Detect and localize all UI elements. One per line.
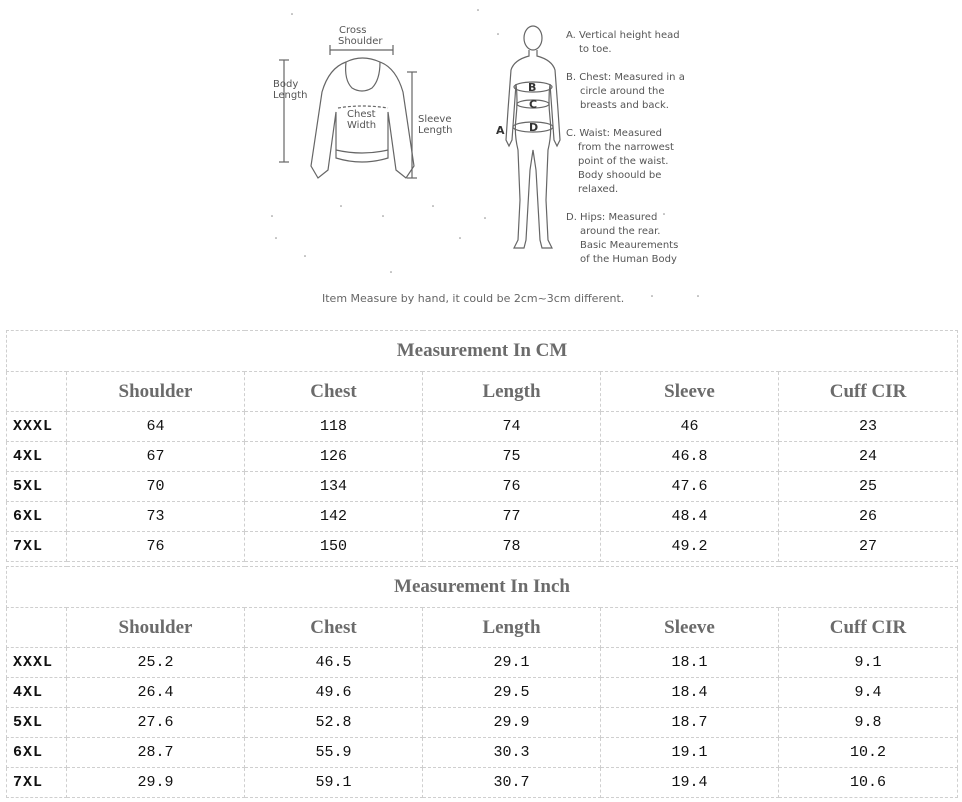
label-cross-shoulder-2: Shoulder bbox=[338, 36, 383, 47]
cm-header-size bbox=[7, 372, 67, 412]
cm-header-shoulder: Shoulder bbox=[67, 372, 245, 412]
cuff-value: 23 bbox=[779, 412, 958, 442]
length-value: 77 bbox=[423, 502, 601, 532]
inch-header-chest: Chest bbox=[245, 608, 423, 648]
shoulder-value: 26.4 bbox=[67, 678, 245, 708]
length-value: 76 bbox=[423, 472, 601, 502]
marker-d: D bbox=[529, 121, 539, 134]
length-value: 78 bbox=[423, 532, 601, 562]
note-c-5: relaxed. bbox=[578, 184, 619, 195]
shoulder-value: 29.9 bbox=[67, 768, 245, 798]
length-value: 29.9 bbox=[423, 708, 601, 738]
label-sleeve-length-2: Length bbox=[418, 125, 453, 136]
table-row bbox=[7, 768, 958, 798]
label-body-length-1: Body bbox=[273, 79, 299, 90]
shoulder-value: 27.6 bbox=[67, 708, 245, 738]
cm-table-title: Measurement In CM bbox=[7, 331, 958, 372]
marker-c: C bbox=[529, 98, 538, 111]
sleeve-value: 19.4 bbox=[601, 768, 779, 798]
body-figure-sketch bbox=[506, 26, 560, 248]
cm-header-length: Length bbox=[423, 372, 601, 412]
measurement-diagram bbox=[0, 0, 962, 318]
inch-header-size bbox=[7, 608, 67, 648]
disclaimer-text: Item Measure by hand, it could be 2cm~3cm different. bbox=[322, 292, 625, 305]
length-value: 30.3 bbox=[423, 738, 601, 768]
cuff-value: 9.4 bbox=[779, 678, 958, 708]
inch-header-row bbox=[7, 608, 958, 648]
table-row bbox=[7, 648, 958, 678]
inch-header-cuff: Cuff CIR bbox=[779, 608, 958, 648]
cuff-value: 10.2 bbox=[779, 738, 958, 768]
shoulder-value: 67 bbox=[67, 442, 245, 472]
note-c-2: from the narrowest bbox=[578, 142, 674, 153]
table-row bbox=[7, 708, 958, 738]
inch-header-length: Length bbox=[423, 608, 601, 648]
sleeve-value: 46 bbox=[601, 412, 779, 442]
cm-header-row bbox=[7, 372, 958, 412]
cuff-value: 24 bbox=[779, 442, 958, 472]
note-c-4: Body shoould be bbox=[578, 170, 662, 181]
size-label: 4XL bbox=[7, 678, 67, 708]
note-d-3: Basic Meaurements bbox=[580, 240, 679, 251]
note-b-3: breasts and back. bbox=[580, 100, 669, 111]
cuff-value: 25 bbox=[779, 472, 958, 502]
note-d-1: D. Hips: Measured bbox=[566, 212, 658, 223]
length-value: 29.5 bbox=[423, 678, 601, 708]
table-row bbox=[7, 532, 958, 562]
inch-header-shoulder: Shoulder bbox=[67, 608, 245, 648]
size-table-inch bbox=[6, 566, 958, 798]
note-c-1: C. Waist: Measured bbox=[566, 128, 663, 139]
chest-value: 52.8 bbox=[245, 708, 423, 738]
chest-value: 46.5 bbox=[245, 648, 423, 678]
inch-table-body bbox=[7, 567, 958, 798]
note-b-1: B. Chest: Measured in a bbox=[566, 72, 685, 83]
marker-a: A bbox=[496, 124, 505, 137]
table-row bbox=[7, 442, 958, 472]
table-row bbox=[7, 472, 958, 502]
cm-header-chest: Chest bbox=[245, 372, 423, 412]
shoulder-value: 76 bbox=[67, 532, 245, 562]
cuff-value: 9.1 bbox=[779, 648, 958, 678]
sleeve-value: 48.4 bbox=[601, 502, 779, 532]
shoulder-value: 28.7 bbox=[67, 738, 245, 768]
sleeve-value: 46.8 bbox=[601, 442, 779, 472]
label-body-length-2: Length bbox=[273, 90, 308, 101]
chest-value: 118 bbox=[245, 412, 423, 442]
length-value: 30.7 bbox=[423, 768, 601, 798]
length-value: 74 bbox=[423, 412, 601, 442]
note-c-3: point of the waist. bbox=[578, 156, 669, 167]
note-a-2: to toe. bbox=[579, 44, 612, 55]
chest-value: 126 bbox=[245, 442, 423, 472]
measurement-notes bbox=[566, 30, 685, 265]
size-label: 5XL bbox=[7, 708, 67, 738]
table-row bbox=[7, 738, 958, 768]
cm-table-body bbox=[7, 331, 958, 562]
marker-b: B bbox=[528, 81, 537, 94]
shoulder-value: 25.2 bbox=[67, 648, 245, 678]
shoulder-value: 64 bbox=[67, 412, 245, 442]
size-label: XXXL bbox=[7, 648, 67, 678]
length-value: 75 bbox=[423, 442, 601, 472]
table-row bbox=[7, 678, 958, 708]
sleeve-value: 18.7 bbox=[601, 708, 779, 738]
note-d-4: of the Human Body bbox=[580, 254, 677, 265]
label-chest-width-2: Width bbox=[347, 120, 377, 131]
size-label: 5XL bbox=[7, 472, 67, 502]
sleeve-value: 49.2 bbox=[601, 532, 779, 562]
chest-value: 142 bbox=[245, 502, 423, 532]
chest-value: 150 bbox=[245, 532, 423, 562]
table-row bbox=[7, 412, 958, 442]
size-label: XXXL bbox=[7, 412, 67, 442]
cuff-value: 9.8 bbox=[779, 708, 958, 738]
label-cross-shoulder-1: Cross bbox=[339, 25, 367, 36]
table-row bbox=[7, 502, 958, 532]
size-table-cm bbox=[6, 330, 958, 562]
cuff-value: 26 bbox=[779, 502, 958, 532]
sleeve-value: 47.6 bbox=[601, 472, 779, 502]
chest-value: 134 bbox=[245, 472, 423, 502]
shoulder-value: 73 bbox=[67, 502, 245, 532]
shoulder-value: 70 bbox=[67, 472, 245, 502]
sleeve-value: 18.4 bbox=[601, 678, 779, 708]
chest-value: 59.1 bbox=[245, 768, 423, 798]
sleeve-value: 19.1 bbox=[601, 738, 779, 768]
note-b-2: circle around the bbox=[580, 86, 665, 97]
inch-header-sleeve: Sleeve bbox=[601, 608, 779, 648]
cm-header-cuff: Cuff CIR bbox=[779, 372, 958, 412]
size-label: 7XL bbox=[7, 532, 67, 562]
size-label: 4XL bbox=[7, 442, 67, 472]
label-sleeve-length-1: Sleeve bbox=[418, 114, 452, 125]
size-label: 6XL bbox=[7, 502, 67, 532]
chest-value: 55.9 bbox=[245, 738, 423, 768]
length-value: 29.1 bbox=[423, 648, 601, 678]
chest-value: 49.6 bbox=[245, 678, 423, 708]
note-d-2: around the rear. bbox=[580, 226, 661, 237]
sleeve-value: 18.1 bbox=[601, 648, 779, 678]
inch-table-title: Measurement In Inch bbox=[7, 567, 958, 608]
cuff-value: 10.6 bbox=[779, 768, 958, 798]
label-chest-width-1: Chest bbox=[347, 109, 376, 120]
note-a-1: A. Vertical height head bbox=[566, 30, 680, 41]
cuff-value: 27 bbox=[779, 532, 958, 562]
size-label: 6XL bbox=[7, 738, 67, 768]
size-label: 7XL bbox=[7, 768, 67, 798]
cm-header-sleeve: Sleeve bbox=[601, 372, 779, 412]
